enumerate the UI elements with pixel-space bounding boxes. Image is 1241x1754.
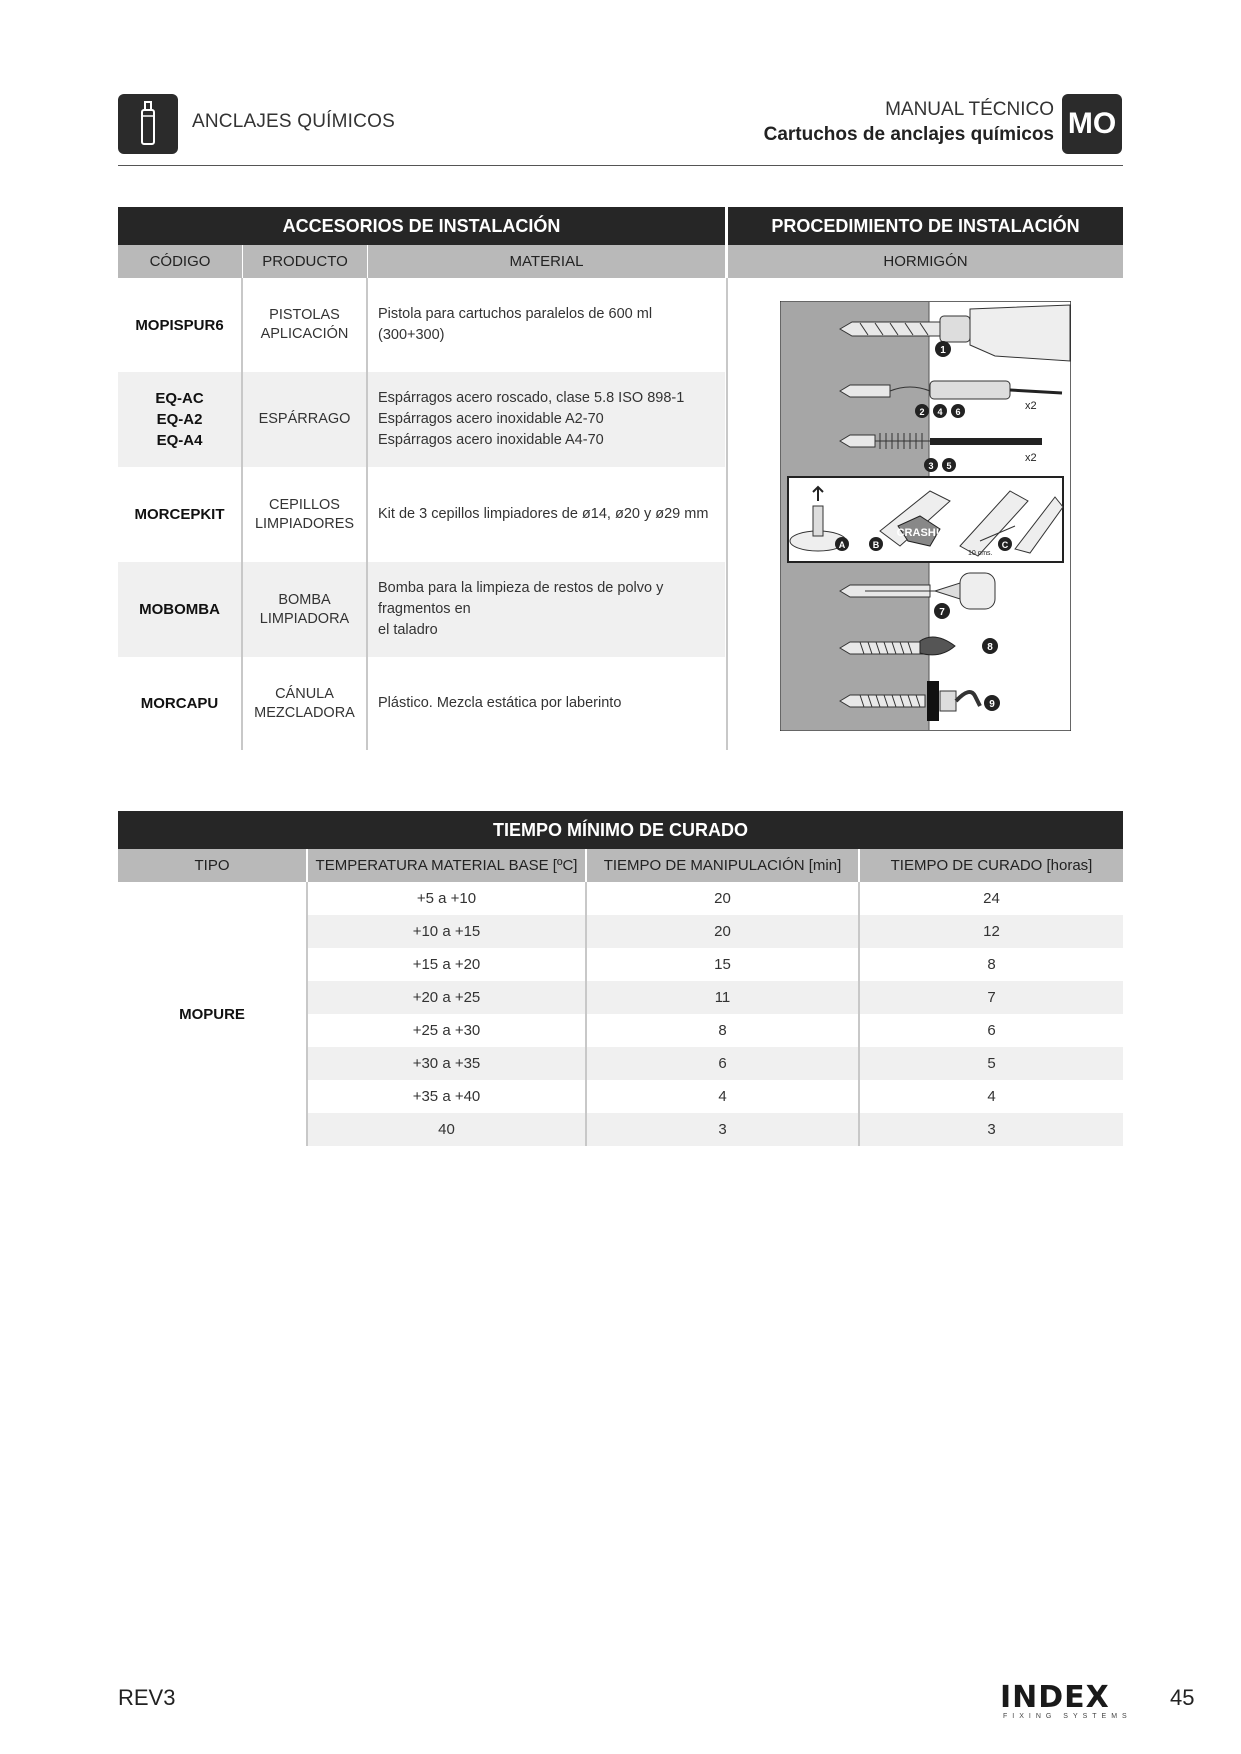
header-divider [118,165,1123,166]
step-number: 6 [955,407,961,417]
table-row-product: BOMBA LIMPIADORA [259,591,350,627]
handling-time-cell: 20 [714,890,731,907]
col-header-codigo: CÓDIGO [118,245,242,278]
curing-time-cell: 4 [987,1088,996,1105]
handling-time-cell: 3 [718,1121,727,1138]
temperature-cell: +30 a +35 [412,1055,481,1072]
installation-procedure-diagram [780,301,1071,731]
handling-time-cell: 11 [714,989,731,1006]
temperature-cell: +10 a +15 [412,923,481,940]
curing-time-cell: 7 [987,989,996,1006]
curing-type: MOPURE [179,1005,245,1023]
temperature-cell: 40 [438,1121,455,1138]
step-number: 5 [946,461,952,471]
temperature-cell: +15 a +20 [412,956,481,973]
curing-time-cell: 6 [987,1022,996,1039]
table-row-code: MOPISPUR6 [135,316,224,334]
distance-label: 10 cms. [968,550,993,557]
table-row-product: ESPÁRRAGO [258,411,351,427]
curing-time-cell: 3 [987,1121,996,1138]
step-number: 3 [928,461,934,471]
substep-letter: A [838,540,846,550]
col-header-producto: PRODUCTO [243,245,367,278]
temperature-cell: +35 a +40 [412,1088,481,1105]
curing-time-cell: 5 [987,1055,996,1072]
table-row-material: Pistola para cartuchos paralelos de 600 ml (300+300) [378,306,653,343]
section-category: ANCLAJES QUÍMICOS [192,111,395,132]
handling-time-cell: 6 [718,1055,727,1072]
temperature-cell: +20 a +25 [412,989,481,1006]
step-number: 2 [919,407,925,417]
step-number: 7 [939,607,945,618]
page-number: 45 [1170,1685,1195,1710]
step-number: 9 [989,699,995,710]
col-header-temperatura: TEMPERATURA MATERIAL BASE [ºC] [308,849,585,882]
table-row-product: CEPILLOS LIMPIADORES [254,496,355,532]
table-row-code: MORCAPU [140,695,219,712]
manual-label: MANUAL TÉCNICO [885,99,1054,120]
manual-subtitle: Cartuchos de anclajes químicos [763,124,1054,145]
col-header-material: MATERIAL [368,245,725,278]
revision-label: REV3 [118,1685,176,1710]
logo-tagline: FIXING SYSTEMS [1003,1713,1132,1720]
curing-time-cell: 24 [983,890,1000,907]
accessories-title: ACCESORIOS DE INSTALACIÓN [118,207,725,245]
crash-label: CRASH! [896,527,940,539]
curing-time-cell: 8 [987,956,996,973]
handling-time-cell: 20 [714,923,731,940]
temperature-cell: +25 a +30 [412,1022,481,1039]
table-row-code: MORCEPKIT [134,506,225,523]
table-row-product: CÁNULA MEZCLADORA [254,685,355,721]
col-header-hormigon: HORMIGÓN [728,245,1123,278]
procedure-title: PROCEDIMIENTO DE INSTALACIÓN [728,207,1123,245]
cartridge-icon [118,94,178,154]
table-row-code: MOBOMBA [139,601,220,618]
step-number: 1 [940,345,946,356]
handling-time-cell: 4 [718,1088,727,1105]
substep-letter: C [1001,540,1009,550]
column-separator [366,278,368,750]
repeat-label: x2 [1025,452,1037,464]
section-code-badge: MO [1062,94,1122,154]
col-header-tipo: TIPO [118,849,306,882]
step-number: 4 [937,407,943,417]
col-header-curado: TIEMPO DE CURADO [horas] [860,849,1123,882]
table-row-material: Plástico. Mezcla estática por laberinto [378,695,622,711]
substep-letter: B [872,540,880,550]
column-separator [726,278,728,750]
index-logo: INDEX [1000,1680,1110,1715]
table-row-code: EQ-AC EQ-A2 EQ-A4 [155,390,204,449]
handling-time-cell: 8 [718,1022,727,1039]
handling-time-cell: 15 [714,956,731,973]
table-row-product: PISTOLAS APLICACIÓN [260,307,349,342]
curing-title: TIEMPO MÍNIMO DE CURADO [118,811,1123,849]
col-header-manipulacion: TIEMPO DE MANIPULACIÓN [min] [587,849,858,882]
repeat-label: x2 [1025,400,1037,412]
table-row-material: Espárragos acero roscado, clase 5.8 ISO 898-1 Espárragos acero inoxidable A2-70 Espárragos acero inoxidable A4-70 [378,390,685,448]
step-number: 8 [987,642,993,653]
table-row-material: Kit de 3 cepillos limpiadores de ø14, ø20 y ø29 mm [378,506,709,522]
table-row-material: Bomba para la limpieza de restos de polvo y fragmentos en el taladro [378,580,664,638]
temperature-cell: +5 a +10 [416,890,477,907]
curing-time-cell: 12 [983,923,1000,940]
